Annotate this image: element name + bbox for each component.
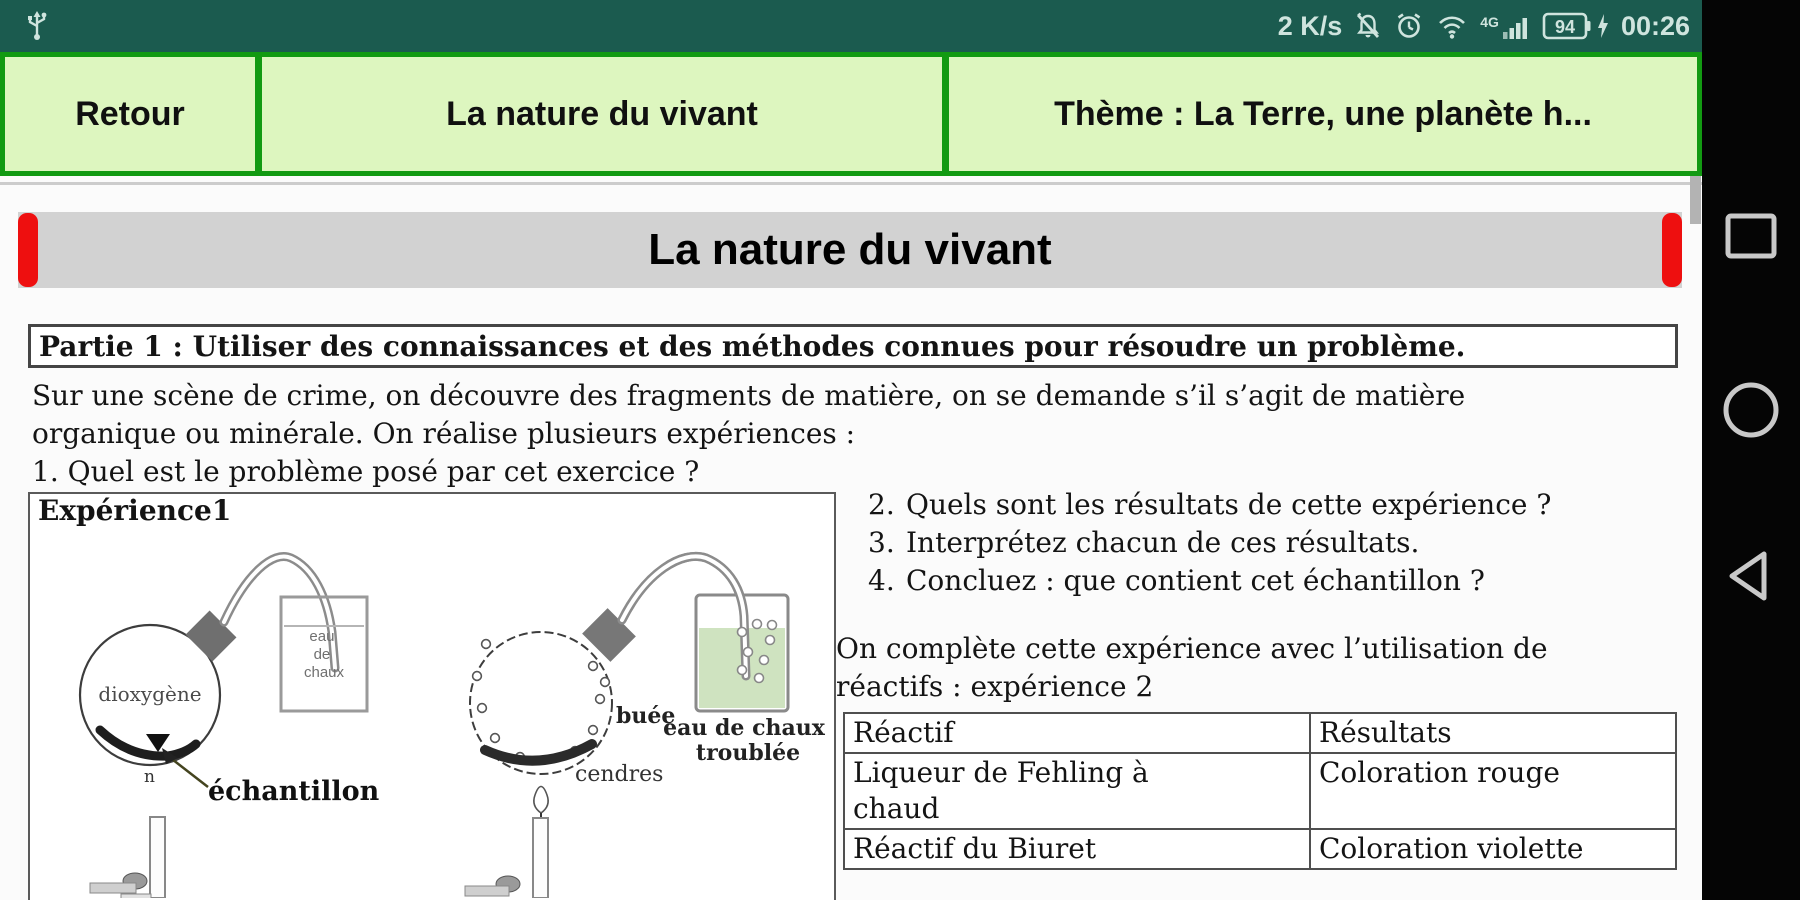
alarm-icon — [1394, 11, 1424, 41]
signal-4g-label: 4G — [1480, 14, 1499, 30]
experiment2-table — [843, 712, 1677, 870]
back-system-button[interactable] — [1702, 526, 1800, 626]
header-shadow — [0, 182, 1702, 185]
clock: 00:26 — [1620, 10, 1690, 41]
beaker2-label-line1: eau de chaux — [663, 715, 825, 741]
table-header-reactif: Réactif — [844, 713, 1310, 753]
beaker1-label: eau de chaux — [303, 628, 345, 681]
condensation-label: buée — [616, 703, 676, 729]
android-navigation-bar — [1702, 0, 1800, 900]
question-3: 3. Interprétez chacun de ces résultats. — [868, 526, 1420, 559]
sample-label: échantillon — [208, 776, 380, 807]
questions-list — [868, 486, 1688, 600]
battery-charging-icon — [1542, 11, 1610, 41]
experiment-diagram — [30, 494, 834, 898]
cell-reactif-1: Liqueur de Fehling à chaud — [853, 756, 1149, 825]
red-bracket-left — [18, 213, 38, 287]
theme-button[interactable]: Thème : La Terre, une planète h... — [949, 57, 1697, 171]
question-1: 1. Quel est le problème posé par cet exercice ? — [32, 455, 700, 488]
home-button[interactable] — [1702, 360, 1800, 460]
document-viewer — [0, 176, 1702, 900]
wifi-icon — [1435, 11, 1469, 41]
experiment1-title: Expérience1 — [38, 494, 232, 527]
document-title-bar — [18, 212, 1682, 288]
intro-line-2: organique ou minérale. On réalise plusieurs expériences : — [32, 417, 856, 450]
table-header-resultats: Résultats — [1310, 713, 1676, 753]
beaker2-label-line2: troublée — [695, 740, 801, 766]
network-speed: 2 K/s — [1277, 10, 1343, 41]
candle — [533, 818, 548, 898]
back-button[interactable]: Retour — [5, 57, 255, 171]
table-header-row — [844, 713, 1676, 753]
flame — [534, 787, 548, 814]
recents-square-icon — [1724, 212, 1778, 260]
recents-button[interactable] — [1702, 186, 1800, 286]
notifications-off-icon — [1353, 11, 1383, 41]
app-nav-bar — [0, 52, 1702, 176]
table-row — [844, 753, 1676, 829]
experiment1-figure — [28, 492, 836, 900]
question-2: 2. Quels sont les résultats de cette expérience ? — [868, 488, 1552, 521]
status-icons-group — [1278, 0, 1690, 52]
cell-resultat-1: Coloration rouge — [1310, 753, 1676, 829]
intro-line-1: Sur une scène de crime, on découvre des fragments de matière, on se demande s’il s’agit de matière — [32, 379, 1466, 412]
scrollbar-thumb[interactable] — [1690, 176, 1701, 224]
lesson-title-button[interactable]: La nature du vivant — [262, 57, 942, 171]
flask1-label: dioxygène — [98, 682, 202, 706]
table-row — [844, 829, 1676, 869]
complement-line-1: On complète cette expérience avec l’utilisation de — [836, 632, 1548, 665]
part1-heading-box — [28, 324, 1678, 368]
sample-mark: n — [144, 767, 155, 787]
complement-line-2: réactifs : expérience 2 — [836, 670, 1154, 703]
cell-resultat-2: Coloration violette — [1310, 829, 1676, 869]
back-triangle-icon — [1724, 548, 1778, 604]
part1-heading: Partie 1 : Utiliser des connaissances et des méthodes connues pour résoudre un problème. — [39, 329, 1466, 363]
signal-bars-icon — [1480, 11, 1531, 41]
usb-icon — [26, 10, 48, 42]
red-bracket-right — [1662, 213, 1682, 287]
home-circle-icon — [1721, 380, 1781, 440]
battery-level: 94 — [1554, 17, 1575, 37]
cell-reactif-2: Réactif du Biuret — [853, 832, 1097, 865]
ashes-label: cendres — [575, 762, 664, 787]
stand1-rod — [150, 817, 165, 898]
question-4: 4. Concluez : que contient cet échantillon ? — [868, 564, 1485, 597]
status-bar — [0, 0, 1702, 52]
page-title: La nature du vivant — [648, 225, 1052, 274]
